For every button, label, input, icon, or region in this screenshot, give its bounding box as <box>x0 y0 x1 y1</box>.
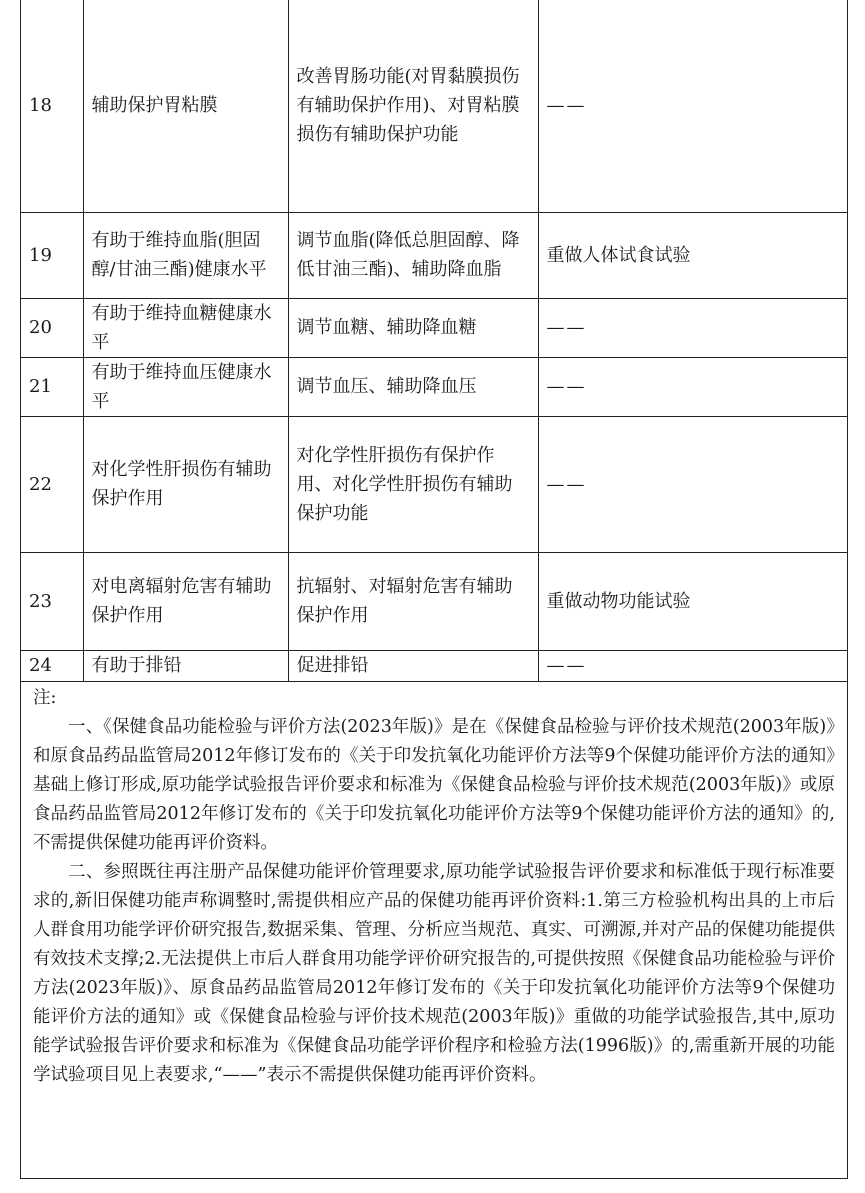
required-test: 重做动物功能试验 <box>538 552 847 650</box>
required-test: —— <box>538 416 847 552</box>
row-number: 21 <box>21 357 83 416</box>
new-function-name: 对化学性肝损伤有辅助保护作用 <box>83 416 288 552</box>
new-function-name: 有助于维持血压健康水平 <box>83 357 288 416</box>
document-page <box>20 0 848 1179</box>
new-function-name: 有助于排铅 <box>83 650 288 681</box>
original-function-name: 对化学性肝损伤有保护作用、对化学性肝损伤有辅助保护功能 <box>288 416 538 552</box>
required-test: —— <box>538 650 847 681</box>
new-function-name: 有助于维持血脂(胆固醇/甘油三酯)健康水平 <box>83 212 288 298</box>
required-test: —— <box>538 298 847 357</box>
required-test: —— <box>538 357 847 416</box>
row-number: 18 <box>21 0 83 212</box>
required-test: —— <box>538 0 847 212</box>
original-function-name: 促进排铅 <box>288 650 538 681</box>
note-paragraph-1: 一、《保健食品功能检验与评价方法(2023年版)》是在《保健食品检验与评价技术规范(2003年版)》和原食品药品监管局2012年修订发布的《关于印发抗氧化功能评价方法等9个保健功能评价方法的通知》基础上修订形成,原功能学试验报告评价要求和标准为《保健食品检验与评价技术规范(2003年版)》或原食品药品监管局2012年修订发布的《关于印发抗氧化功能评价方法等9个保健功能评价方法的通知》的,不需提供保健功能再评价资料。 <box>33 717 835 853</box>
new-function-name: 有助于维持血糖健康水平 <box>83 298 288 357</box>
row-number: 23 <box>21 552 83 650</box>
original-function-name: 抗辐射、对辐射危害有辅助保护作用 <box>288 552 538 650</box>
table-row <box>21 0 847 212</box>
original-function-name: 调节血压、辅助降血压 <box>288 357 538 416</box>
original-function-name: 调节血糖、辅助降血糖 <box>288 298 538 357</box>
row-number: 20 <box>21 298 83 357</box>
notes-heading: 注: <box>33 688 57 708</box>
table-row <box>21 212 847 298</box>
note-paragraph-2: 二、参照既往再注册产品保健功能评价管理要求,原功能学试验报告评价要求和标准低于现行标准要求的,新旧保健功能声称调整时,需提供相应产品的保健功能再评价资料:1.第三方检验机构出具的上市后人群食用功能学评价研究报告,数据采集、管理、分析应当规范、真实、可溯源,并对产品的保健功能提供有效技术支撑;2.无法提供上市后人群食用功能学评价研究报告的,可提供按照《保健食品功能检验与评价方法(2023年版)》、原食品药品监管局2012年修订发布的《关于印发抗氧化功能评价方法等9个保健功能评价方法的通知》或《保健食品检验与评价技术规范(2003年版)》重做的功能学试验报告,其中,原功能学试验报告评价要求和标准为《保健食品功能学评价程序和检验方法(1996版)》的,需重新开展的功能学试验项目见上表要求,“——”表示不需提供保健功能再评价资料。 <box>33 862 835 1085</box>
required-test: 重做人体试食试验 <box>538 212 847 298</box>
function-table <box>21 0 847 682</box>
row-number: 19 <box>21 212 83 298</box>
notes-section <box>21 676 847 1090</box>
row-number: 24 <box>21 650 83 681</box>
table-row <box>21 552 847 650</box>
new-function-name: 辅助保护胃粘膜 <box>83 0 288 212</box>
original-function-name: 调节血脂(降低总胆固醇、降低甘油三酯)、辅助降血脂 <box>288 212 538 298</box>
row-number: 22 <box>21 416 83 552</box>
table-row <box>21 416 847 552</box>
table-row <box>21 357 847 416</box>
original-function-name: 改善胃肠功能(对胃黏膜损伤有辅助保护作用)、对胃粘膜损伤有辅助保护功能 <box>288 0 538 212</box>
new-function-name: 对电离辐射危害有辅助保护作用 <box>83 552 288 650</box>
table-row <box>21 298 847 357</box>
